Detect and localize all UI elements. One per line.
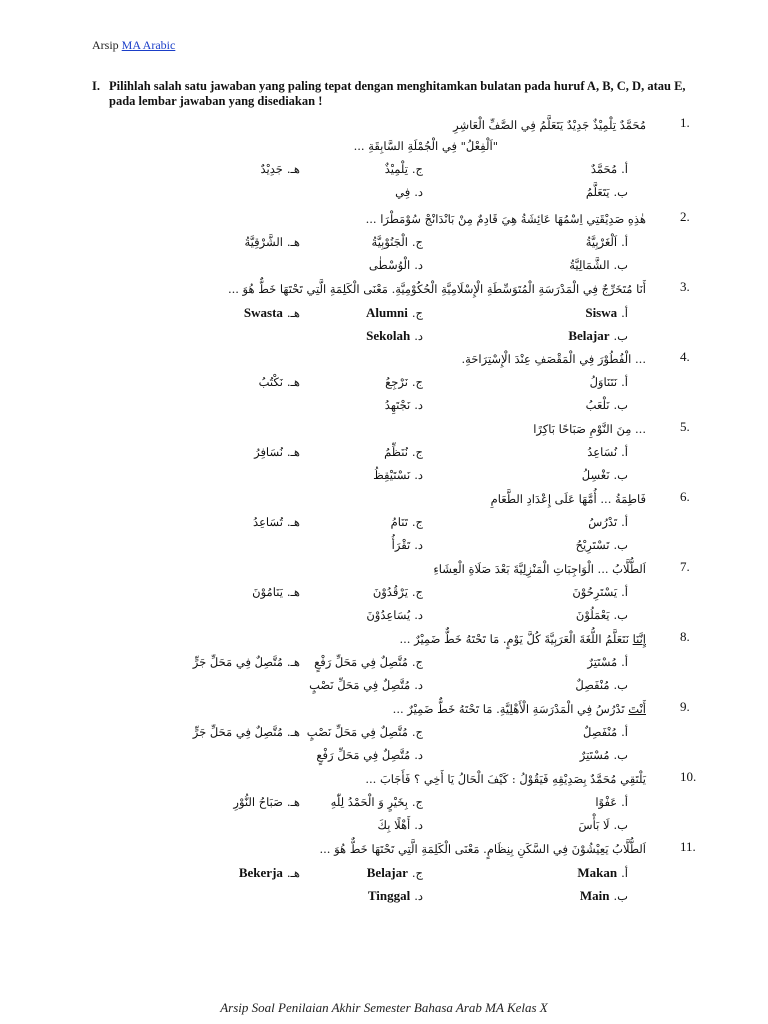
instruction: [92, 79, 712, 109]
option-label-d: د.: [414, 748, 423, 762]
option-e[interactable]: [253, 515, 300, 529]
option-b[interactable]: [576, 608, 628, 622]
option-text: Siswa: [585, 305, 618, 320]
option-e[interactable]: [244, 305, 300, 321]
option-text: مُتَّصِلٌ فِي مَحَلِّ رَفْعٍ: [314, 655, 408, 669]
option-b[interactable]: [576, 538, 628, 552]
option-label-b: ب.: [613, 468, 628, 482]
option-b[interactable]: [569, 258, 628, 272]
question-stem: ... مِنَ النَّوْمِ صَبَاحًا بَاكِرًا: [533, 422, 646, 436]
option-d[interactable]: [373, 468, 423, 482]
option-c[interactable]: [366, 305, 423, 321]
question-stem: هٰذِهِ صَدِيْقَتِي اِسْمُهَا عَائِشَةُ هِيَ قَادِمٌ مِنْ بَانْدَانْجْ سُوْمَطْرَا ...: [365, 212, 646, 226]
option-label-e: هـ.: [286, 866, 300, 880]
option-label-d: د.: [414, 678, 423, 692]
option-label-e: هـ.: [286, 725, 300, 739]
question-stem: اَلطُّلَّابُ يَعِيْشُوْنَ فِي السَّكَنِ بِنِظَامٍ. مَعْنَى الْكَلِمَةِ الَّتِي تَحْتَهَا خَطٌّ هُوَ ...: [319, 842, 646, 856]
option-text: مُتَّصِلٌ فِي مَحَلِّ جَرٍّ: [192, 655, 283, 669]
option-label-c: ج.: [411, 866, 423, 880]
header-prefix: Arsip: [92, 38, 119, 52]
question-number: 5.: [680, 419, 690, 434]
question-number: 2.: [680, 209, 690, 224]
question-stem: أَنَا مُتَخَرِّجٌ فِي الْمَدْرَسَةِ الْمُتَوَسِّطَةِ الْإِسْلَامِيَّةِ الْحُكُوْمِيَّةِ. مَعْنَى الْكَلِمَةِ الَّتِي تَحْتَهَا خَطٌّ هُوَ ...: [227, 282, 646, 296]
option-label-c: ج.: [411, 795, 423, 809]
option-c[interactable]: [307, 725, 423, 739]
option-label-d: د.: [414, 818, 423, 832]
option-label-a: أ.: [621, 866, 628, 880]
option-c[interactable]: [372, 235, 423, 249]
question-number: 10.: [680, 769, 697, 784]
option-text: مُحَمَّدٌ: [590, 162, 618, 176]
option-label-b: ب.: [613, 258, 628, 272]
option-label-c: ج.: [411, 725, 423, 739]
question-number: 7.: [680, 559, 690, 574]
option-text: Makan: [577, 865, 618, 880]
option-label-d: د.: [414, 185, 423, 199]
option-label-d: د.: [414, 329, 423, 343]
question-stem: أَنْتَ تَدْرُسُ فِي الْمَدْرَسَةِ الْأَهْلِيَّةِ. مَا تَحْتَهُ خَطٌّ ضَمِيْرٌ ...: [392, 702, 646, 716]
option-label-b: ب.: [613, 889, 628, 903]
option-text: نَتَنَاوَلُ: [589, 375, 618, 389]
option-label-a: أ.: [621, 162, 628, 176]
option-a[interactable]: [587, 445, 628, 459]
option-c[interactable]: [373, 585, 423, 599]
option-text: Main: [579, 888, 610, 903]
option-d[interactable]: [392, 538, 423, 552]
option-label-c: ج.: [411, 445, 423, 459]
option-label-b: ب.: [613, 818, 628, 832]
option-b[interactable]: [579, 818, 628, 832]
option-label-e: هـ.: [286, 375, 300, 389]
option-e[interactable]: [233, 795, 300, 809]
option-label-d: د.: [414, 608, 423, 622]
option-label-a: أ.: [621, 655, 628, 669]
option-c[interactable]: [367, 865, 423, 881]
option-b[interactable]: [582, 468, 628, 482]
option-e[interactable]: [239, 865, 300, 881]
option-e[interactable]: [259, 375, 300, 389]
question-stem: فَاطِمَةُ ... أُمَّهَا عَلَى إِعْدَادِ الطَّعَامِ: [490, 492, 646, 506]
option-c[interactable]: [384, 445, 423, 459]
option-label-c: ج.: [411, 235, 423, 249]
option-label-b: ب.: [613, 538, 628, 552]
option-text: الْجَنُوْبِيَّةُ: [371, 235, 408, 249]
option-text: نُنَظِّمُ: [384, 445, 408, 459]
option-text: يَعْمَلُوْنَ: [575, 608, 610, 622]
option-label-c: ج.: [411, 375, 423, 389]
option-label-a: أ.: [621, 515, 628, 529]
question-stem: اَلطُّلَّابُ ... الْوَاجِبَاتِ الْمَنْزِلِيَّةَ بَعْدَ صَلَاةِ الْعِشَاءِ: [433, 562, 646, 576]
question-number: 6.: [680, 489, 690, 504]
question-number: 1.: [680, 115, 690, 130]
option-text: يَسْتَرِحُوْنَ: [572, 585, 618, 599]
option-label-a: أ.: [621, 585, 628, 599]
option-c[interactable]: [331, 795, 423, 809]
option-text: جَدِيْدٌ: [260, 162, 283, 176]
option-label-c: ج.: [411, 515, 423, 529]
option-text: أَهْلًا بِكَ: [377, 818, 411, 832]
option-b[interactable]: [586, 398, 628, 412]
option-text: مُسْتَتِرٌ: [579, 748, 610, 762]
option-label-e: هـ.: [286, 235, 300, 249]
option-text: يَنَامُوْنَ: [252, 585, 283, 599]
option-b[interactable]: [586, 185, 628, 199]
option-d[interactable]: [369, 258, 423, 272]
option-text: Sekolah: [366, 328, 411, 343]
option-b[interactable]: [580, 888, 628, 904]
option-e[interactable]: [254, 445, 300, 459]
option-d[interactable]: [316, 748, 423, 762]
option-b[interactable]: [575, 678, 628, 692]
option-a[interactable]: [595, 795, 628, 809]
option-label-b: ب.: [613, 398, 628, 412]
question-number: 8.: [680, 629, 690, 644]
option-label-e: هـ.: [286, 162, 300, 176]
option-a[interactable]: [585, 305, 628, 321]
question-stem-line2: "اَلْفِعْلُ" فِي الْجُمْلَةِ السَّابِقَةِ ...: [353, 139, 498, 153]
underlined-word: أَنْتَ: [628, 702, 646, 716]
option-label-a: أ.: [621, 725, 628, 739]
option-d[interactable]: [366, 608, 423, 622]
option-label-b: ب.: [613, 608, 628, 622]
option-text: مُنْفَصِلٌ: [583, 725, 618, 739]
option-label-a: أ.: [621, 306, 628, 320]
option-label-a: أ.: [621, 795, 628, 809]
question-stem: ... الْفُطُوْرَ فِي الْمَقْصَفِ عِنْدَ الْإِسْتِرَاحَةِ.: [461, 352, 646, 366]
question-number: 9.: [680, 699, 690, 714]
option-text: مُسْتَتِرٌ: [587, 655, 618, 669]
option-b[interactable]: [580, 748, 628, 762]
question-number: 3.: [680, 279, 690, 294]
option-text: نَكْتُبُ: [258, 375, 283, 389]
option-e[interactable]: [261, 162, 300, 176]
option-d[interactable]: [368, 888, 423, 904]
option-a[interactable]: [590, 375, 628, 389]
option-label-d: د.: [414, 889, 423, 903]
option-text: Bekerja: [238, 865, 283, 880]
option-label-e: هـ.: [286, 445, 300, 459]
option-e[interactable]: [244, 235, 300, 249]
option-label-e: هـ.: [286, 655, 300, 669]
option-d[interactable]: [366, 328, 423, 344]
option-text: تَدْرُسُ: [588, 515, 618, 529]
question-stem: مُحَمَّدٌ تِلْمِيْذٌ جَدِيْدٌ يَتَعَلَّمُ فِي الصَّفِّ الْعَاشِرِ: [453, 118, 646, 132]
option-c[interactable]: [385, 375, 423, 389]
option-label-d: د.: [414, 468, 423, 482]
option-text: نُسَافِرُ: [254, 445, 283, 459]
option-label-e: هـ.: [286, 795, 300, 809]
option-text: تِلْمِيْذٌ: [384, 162, 408, 176]
option-text: Alumni: [366, 305, 408, 320]
option-label-e: هـ.: [286, 515, 300, 529]
option-text: نُسَاعِدُ: [587, 445, 618, 459]
option-label-e: هـ.: [286, 585, 300, 599]
option-label-b: ب.: [613, 748, 628, 762]
option-label-a: أ.: [621, 235, 628, 249]
option-a[interactable]: [591, 162, 628, 176]
option-text: مُتَّصِلٌ فِي مَحَلِّ رَفْعٍ: [316, 748, 411, 762]
option-text: تُسَاعِدُ: [253, 515, 283, 529]
option-text: الْوُسْطٰى: [368, 258, 411, 272]
instruction-text: Pilihlah salah satu jawaban yang paling tepat dengan menghitamkan bulatan pada huruf A, B, C, D, atau E, pada lembar jawaban yang disediakan !: [109, 79, 686, 108]
question-stem: إِنَّنَا نَتَعَلَّمُ اللُّغَةَ الْعَرَبِيَّةَ كُلَّ يَوْمٍ. مَا تَحْتَهُ خَطٌّ ضَمِيْرٌ ...: [399, 632, 646, 646]
option-label-d: د.: [414, 538, 423, 552]
option-label-c: ج.: [411, 162, 423, 176]
question-number: 11.: [680, 839, 696, 854]
header-link[interactable]: MA Arabic: [121, 38, 176, 52]
option-text: تَنَامُ: [390, 515, 408, 529]
option-a[interactable]: [586, 235, 628, 249]
document-header: [92, 38, 175, 53]
option-a[interactable]: [572, 585, 628, 599]
option-label-c: ج.: [411, 655, 423, 669]
option-c[interactable]: [385, 162, 423, 176]
option-text: Belajar: [568, 328, 610, 343]
option-text: الشَّرْقِيَّةُ: [244, 235, 283, 249]
option-c[interactable]: [391, 515, 423, 529]
option-text: مُنْفَصِلٌ: [575, 678, 610, 692]
option-label-b: ب.: [613, 185, 628, 199]
option-text: لَا بَأْسَ: [578, 818, 610, 832]
option-text: مُتَّصِلٌ فِي مَحَلِّ نَصْبٍ: [306, 725, 408, 739]
question-stem: يَلْتَقِي مُحَمَّدٌ بِصَدِيْقِهِ فَيَقُوْلُ : كَيْفَ الْحَالُ يَا أَخِي ؟ فَأَجَابَ ...: [365, 772, 646, 786]
option-d[interactable]: [309, 678, 423, 692]
option-label-d: د.: [414, 258, 423, 272]
instruction-number: I.: [92, 79, 100, 93]
option-a[interactable]: [583, 725, 628, 739]
option-text: فِي: [395, 185, 411, 199]
option-c[interactable]: [314, 655, 423, 669]
option-text: نَغْسِلُ: [581, 468, 610, 482]
option-label-e: هـ.: [286, 306, 300, 320]
option-a[interactable]: [577, 865, 628, 881]
option-label-d: د.: [414, 398, 423, 412]
option-d[interactable]: [385, 398, 423, 412]
option-text: يَرْقُدُوْنَ: [372, 585, 408, 599]
option-text: اَلْغَرْبِيَّةُ: [585, 235, 618, 249]
option-d[interactable]: [378, 818, 423, 832]
option-text: نَلْعَبُ: [585, 398, 610, 412]
option-text: Tinggal: [367, 888, 411, 903]
option-text: مُتَّصِلٌ فِي مَحَلِّ جَرٍّ: [192, 725, 283, 739]
option-text: نَرْجِعُ: [385, 375, 408, 389]
option-text: مُتَّصِلٌ فِي مَحَلِّ نَصْبٍ: [309, 678, 411, 692]
option-text: عَفْوًا: [595, 795, 618, 809]
option-e[interactable]: [193, 725, 300, 739]
option-text: نَجْتَهِدُ: [384, 398, 411, 412]
option-text: يَتَعَلَّمُ: [585, 185, 610, 199]
option-text: صَبَاحُ النُّوْرِ: [233, 795, 283, 809]
footer-caption: Arsip Soal Penilaian Akhir Semester Bahasa Arab MA Kelas X: [220, 1000, 548, 1015]
underlined-word: إِنَّنَا: [632, 632, 646, 646]
option-text: بِخَيْرٍ وَ الْحَمْدُ لِلّٰهِ: [330, 795, 408, 809]
option-text: Swasta: [243, 305, 283, 320]
option-label-b: ب.: [613, 329, 628, 343]
option-text: يُسَاعِدُوْنَ: [366, 608, 411, 622]
option-label-c: ج.: [411, 585, 423, 599]
option-label-c: ج.: [411, 306, 423, 320]
option-text: نَسْتَيْقِظُ: [373, 468, 411, 482]
option-text: الشَّمَالِيَّةُ: [569, 258, 610, 272]
option-text: تَقْرَأُ: [391, 538, 411, 552]
option-d[interactable]: [395, 185, 423, 199]
question-number: 4.: [680, 349, 690, 364]
option-text: تَسْتَرِيْحُ: [575, 538, 610, 552]
option-a[interactable]: [587, 655, 628, 669]
option-e[interactable]: [193, 655, 300, 669]
option-label-a: أ.: [621, 445, 628, 459]
option-a[interactable]: [588, 515, 628, 529]
option-text: Belajar: [366, 865, 408, 880]
option-e[interactable]: [252, 585, 300, 599]
option-b[interactable]: [568, 328, 628, 344]
option-label-b: ب.: [613, 678, 628, 692]
option-label-a: أ.: [621, 375, 628, 389]
